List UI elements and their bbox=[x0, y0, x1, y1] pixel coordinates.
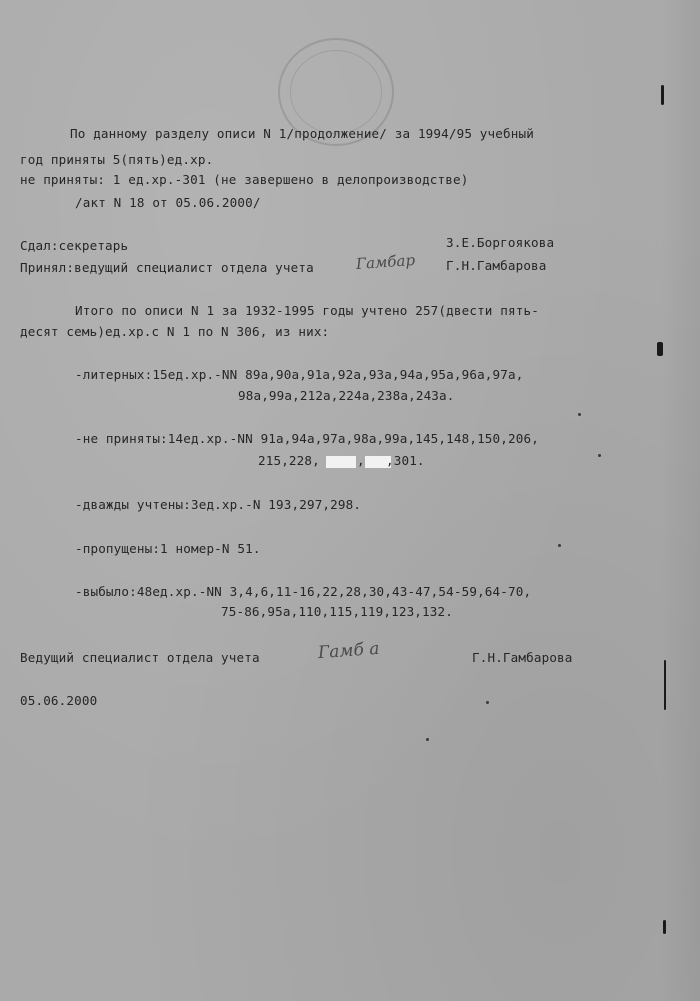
page-edge-shadow bbox=[660, 0, 700, 1001]
speck bbox=[558, 544, 561, 547]
intro-line-1: По данному разделу описи N 1/продолжение/ за 1994/95 учебный bbox=[70, 126, 534, 141]
redaction-block-1 bbox=[326, 456, 356, 468]
literal-line-2: 98а,99а,212а,224а,238а,243а. bbox=[238, 388, 455, 403]
intro-line-2: год приняты 5(пять)ед.хр. bbox=[20, 152, 214, 167]
binding-mark bbox=[661, 85, 664, 105]
accepted-label: Принял:ведущий специалист отдела учета bbox=[20, 260, 314, 275]
sign-role: Ведущий специалист отдела учета bbox=[20, 650, 260, 665]
total-line-1: Итого по описи N 1 за 1932-1995 годы учтено 257(двести пять- bbox=[75, 303, 539, 318]
skipped-line: -пропущены:1 номер-N 51. bbox=[75, 541, 261, 556]
dropped-line-1: -выбыло:48ед.хр.-NN 3,4,6,11-16,22,28,30,43-47,54-59,64-70, bbox=[75, 584, 532, 599]
accepted-name: Г.Н.Гамбарова bbox=[446, 258, 547, 273]
speck bbox=[578, 413, 581, 416]
literal-line-1: -литерных:15ед.хр.-NN 89а,90а,91а,92а,93а,94а,95а,96а,97а, bbox=[75, 367, 524, 382]
speck bbox=[426, 738, 429, 741]
speck bbox=[598, 454, 601, 457]
binding-mark bbox=[663, 920, 666, 934]
speck bbox=[486, 701, 489, 704]
intro-line-3: не приняты: 1 ед.хр.-301 (не завершено в делопроизводстве) bbox=[20, 172, 469, 187]
final-signature: Гамб а bbox=[317, 638, 381, 664]
not-accepted-line-2a: 215,228, bbox=[258, 453, 320, 468]
total-line-2: десят семь)ед.хр.с N 1 по N 306, из них: bbox=[20, 324, 330, 339]
not-accepted-line-2c: ,301. bbox=[386, 453, 425, 468]
stamp-inner-ring bbox=[290, 50, 382, 134]
act-reference: /акт N 18 от 05.06.2000/ bbox=[75, 195, 261, 210]
not-accepted-line-1: -не приняты:14ед.хр.-NN 91а,94а,97а,98а,99а,145,148,150,206, bbox=[75, 431, 539, 446]
sign-name: Г.Н.Гамбарова bbox=[472, 650, 573, 665]
not-accepted-line-2b: , bbox=[357, 453, 365, 468]
accepted-signature: Гамбар bbox=[355, 250, 416, 274]
binding-mark bbox=[664, 660, 666, 710]
document-date: 05.06.2000 bbox=[20, 693, 98, 708]
binding-mark bbox=[657, 342, 663, 356]
handed-label: Сдал:секретарь bbox=[20, 238, 129, 253]
double-counted-line: -дважды учтены:3ед.хр.-N 193,297,298. bbox=[75, 497, 362, 512]
handed-name: З.Е.Боргоякова bbox=[446, 235, 555, 250]
dropped-line-2: 75-86,95а,110,115,119,123,132. bbox=[221, 604, 453, 619]
